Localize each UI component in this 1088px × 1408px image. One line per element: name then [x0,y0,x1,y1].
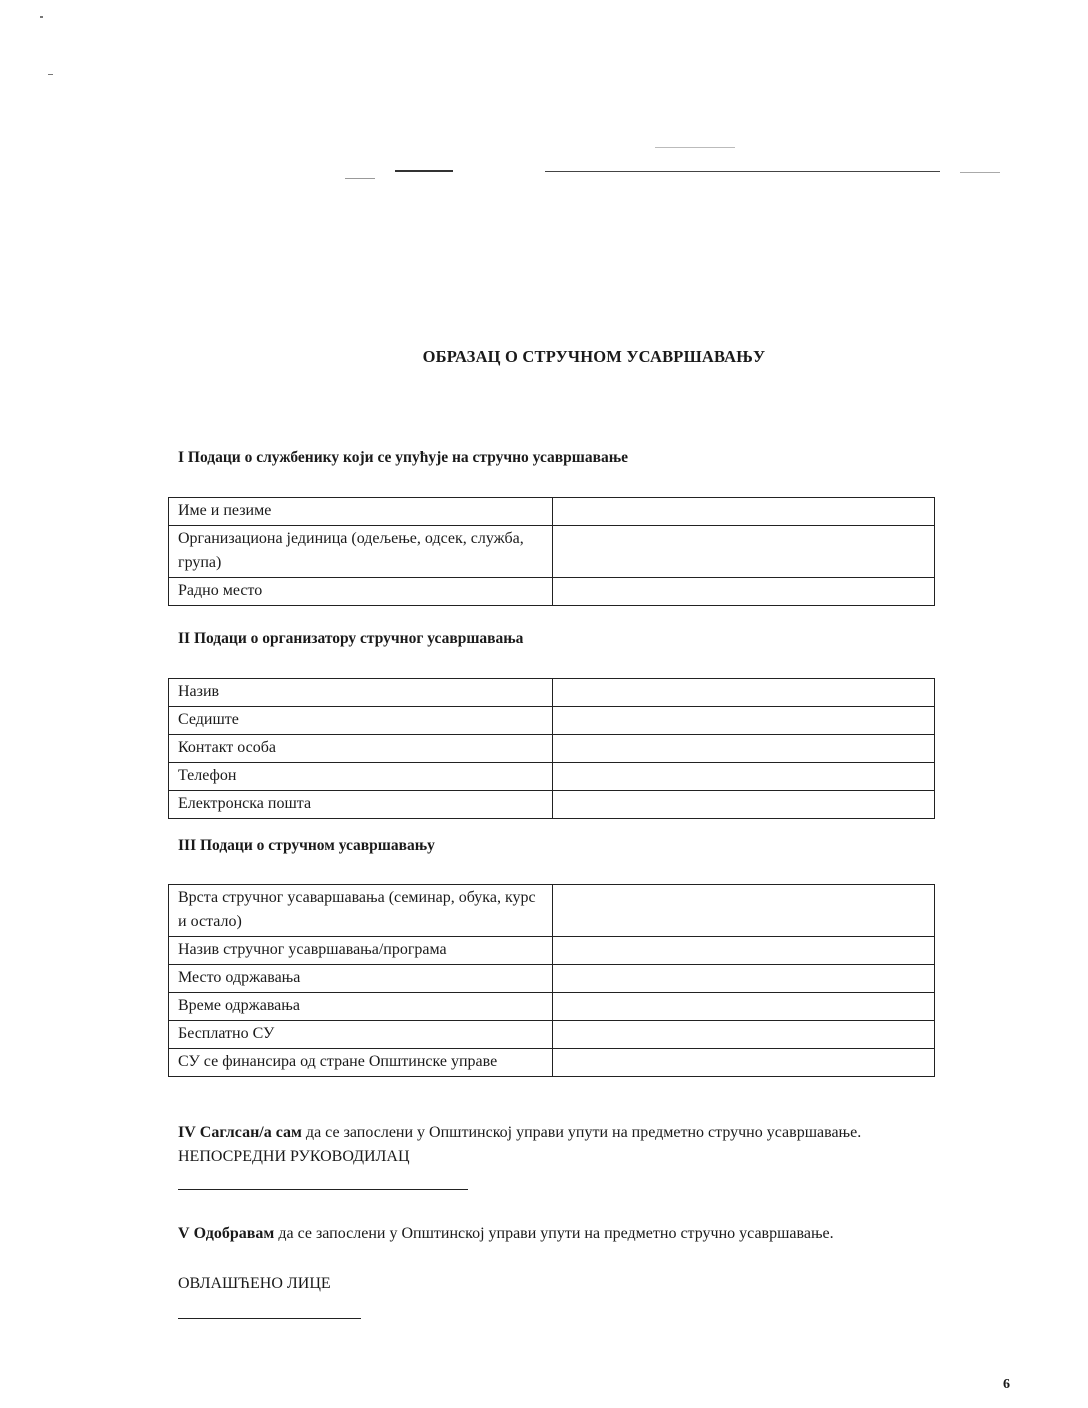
row-value-field[interactable] [553,965,935,993]
section-3-heading: III Подаци о стручном усавршавању [178,837,435,854]
consent-text: да се запослени у Општинској управи упути на предметно стручно усавршавање. [305,1124,862,1141]
row-label: Назив стручног усавршавања/програма [169,937,553,965]
table-row [169,791,935,819]
row-value-field[interactable] [553,791,935,819]
table-row [169,885,935,937]
row-value-field[interactable] [553,1021,935,1049]
consent-paragraph [178,1121,1058,1145]
section-5-numeral: V [178,1225,190,1242]
page-number: 6 [1003,1377,1010,1392]
scan-artifact [48,74,53,75]
table-row [169,1021,935,1049]
authorized-signature-line[interactable] [178,1318,361,1319]
approval-text: да се запослени у Општинској управи упути на предметно стручно усавршавање. [278,1225,834,1242]
row-value-field[interactable] [553,1049,935,1077]
row-label: Бесплатно СУ [169,1021,553,1049]
table-row [169,763,935,791]
row-label: Телефон [169,763,553,791]
table-row [169,1049,935,1077]
scan-artifact [960,172,1000,173]
table-row [169,707,935,735]
row-value-field[interactable] [553,526,935,578]
row-label: Контакт особа [169,735,553,763]
row-label: Место одржавања [169,965,553,993]
organizer-table [168,678,935,819]
scan-artifact [395,170,453,172]
table-row [169,965,935,993]
row-label: Врста стручног усаваршавања (семинар, обука, курс и остало) [169,885,553,937]
row-value-field[interactable] [553,679,935,707]
table-row [169,679,935,707]
row-value-field[interactable] [553,707,935,735]
row-value-field[interactable] [553,885,935,937]
row-label: Седиште [169,707,553,735]
consent-phrase: Саглсан/а сам [199,1124,302,1141]
training-table [168,884,935,1077]
row-label: Радно место [169,578,553,606]
row-label: Име и пезиме [169,498,553,526]
row-label: Назив [169,679,553,707]
table-row [169,498,935,526]
row-value-field[interactable] [553,993,935,1021]
row-value-field[interactable] [553,937,935,965]
supervisor-signature-line[interactable] [178,1189,468,1190]
table-row [169,526,935,578]
table-row [169,993,935,1021]
row-value-field[interactable] [553,735,935,763]
row-label: Електронска пошта [169,791,553,819]
table-row [169,937,935,965]
page-title: ОБРАЗАЦ О СТРУЧНОМ УСАВРШАВАЊУ [422,347,766,366]
scan-artifact [40,16,43,18]
scan-artifact [345,178,375,179]
supervisor-label: НЕПОСРЕДНИ РУКОВОДИЛАЦ [178,1148,410,1165]
table-row [169,735,935,763]
row-label: СУ се финансира од стране Општинске управе [169,1049,553,1077]
authorized-person-label: ОВЛАШЋЕНО ЛИЦЕ [178,1275,331,1292]
employee-table [168,497,935,606]
section-4-numeral: IV [178,1124,196,1141]
row-value-field[interactable] [553,763,935,791]
row-label: Време одржавања [169,993,553,1021]
section-1-heading: I Подаци о службенику који се упућује на стручно усавршавање [178,449,628,466]
scan-artifact [545,171,940,172]
row-value-field[interactable] [553,498,935,526]
table-row [169,578,935,606]
approval-phrase: Одобравам [193,1225,275,1242]
approval-paragraph [178,1222,1038,1246]
row-label: Организациона јединица (одељење, одсек, служба, група) [169,526,553,578]
section-2-heading: II Подаци о организатору стручног усавршавања [178,630,524,647]
row-value-field[interactable] [553,578,935,606]
scan-artifact [655,147,735,148]
